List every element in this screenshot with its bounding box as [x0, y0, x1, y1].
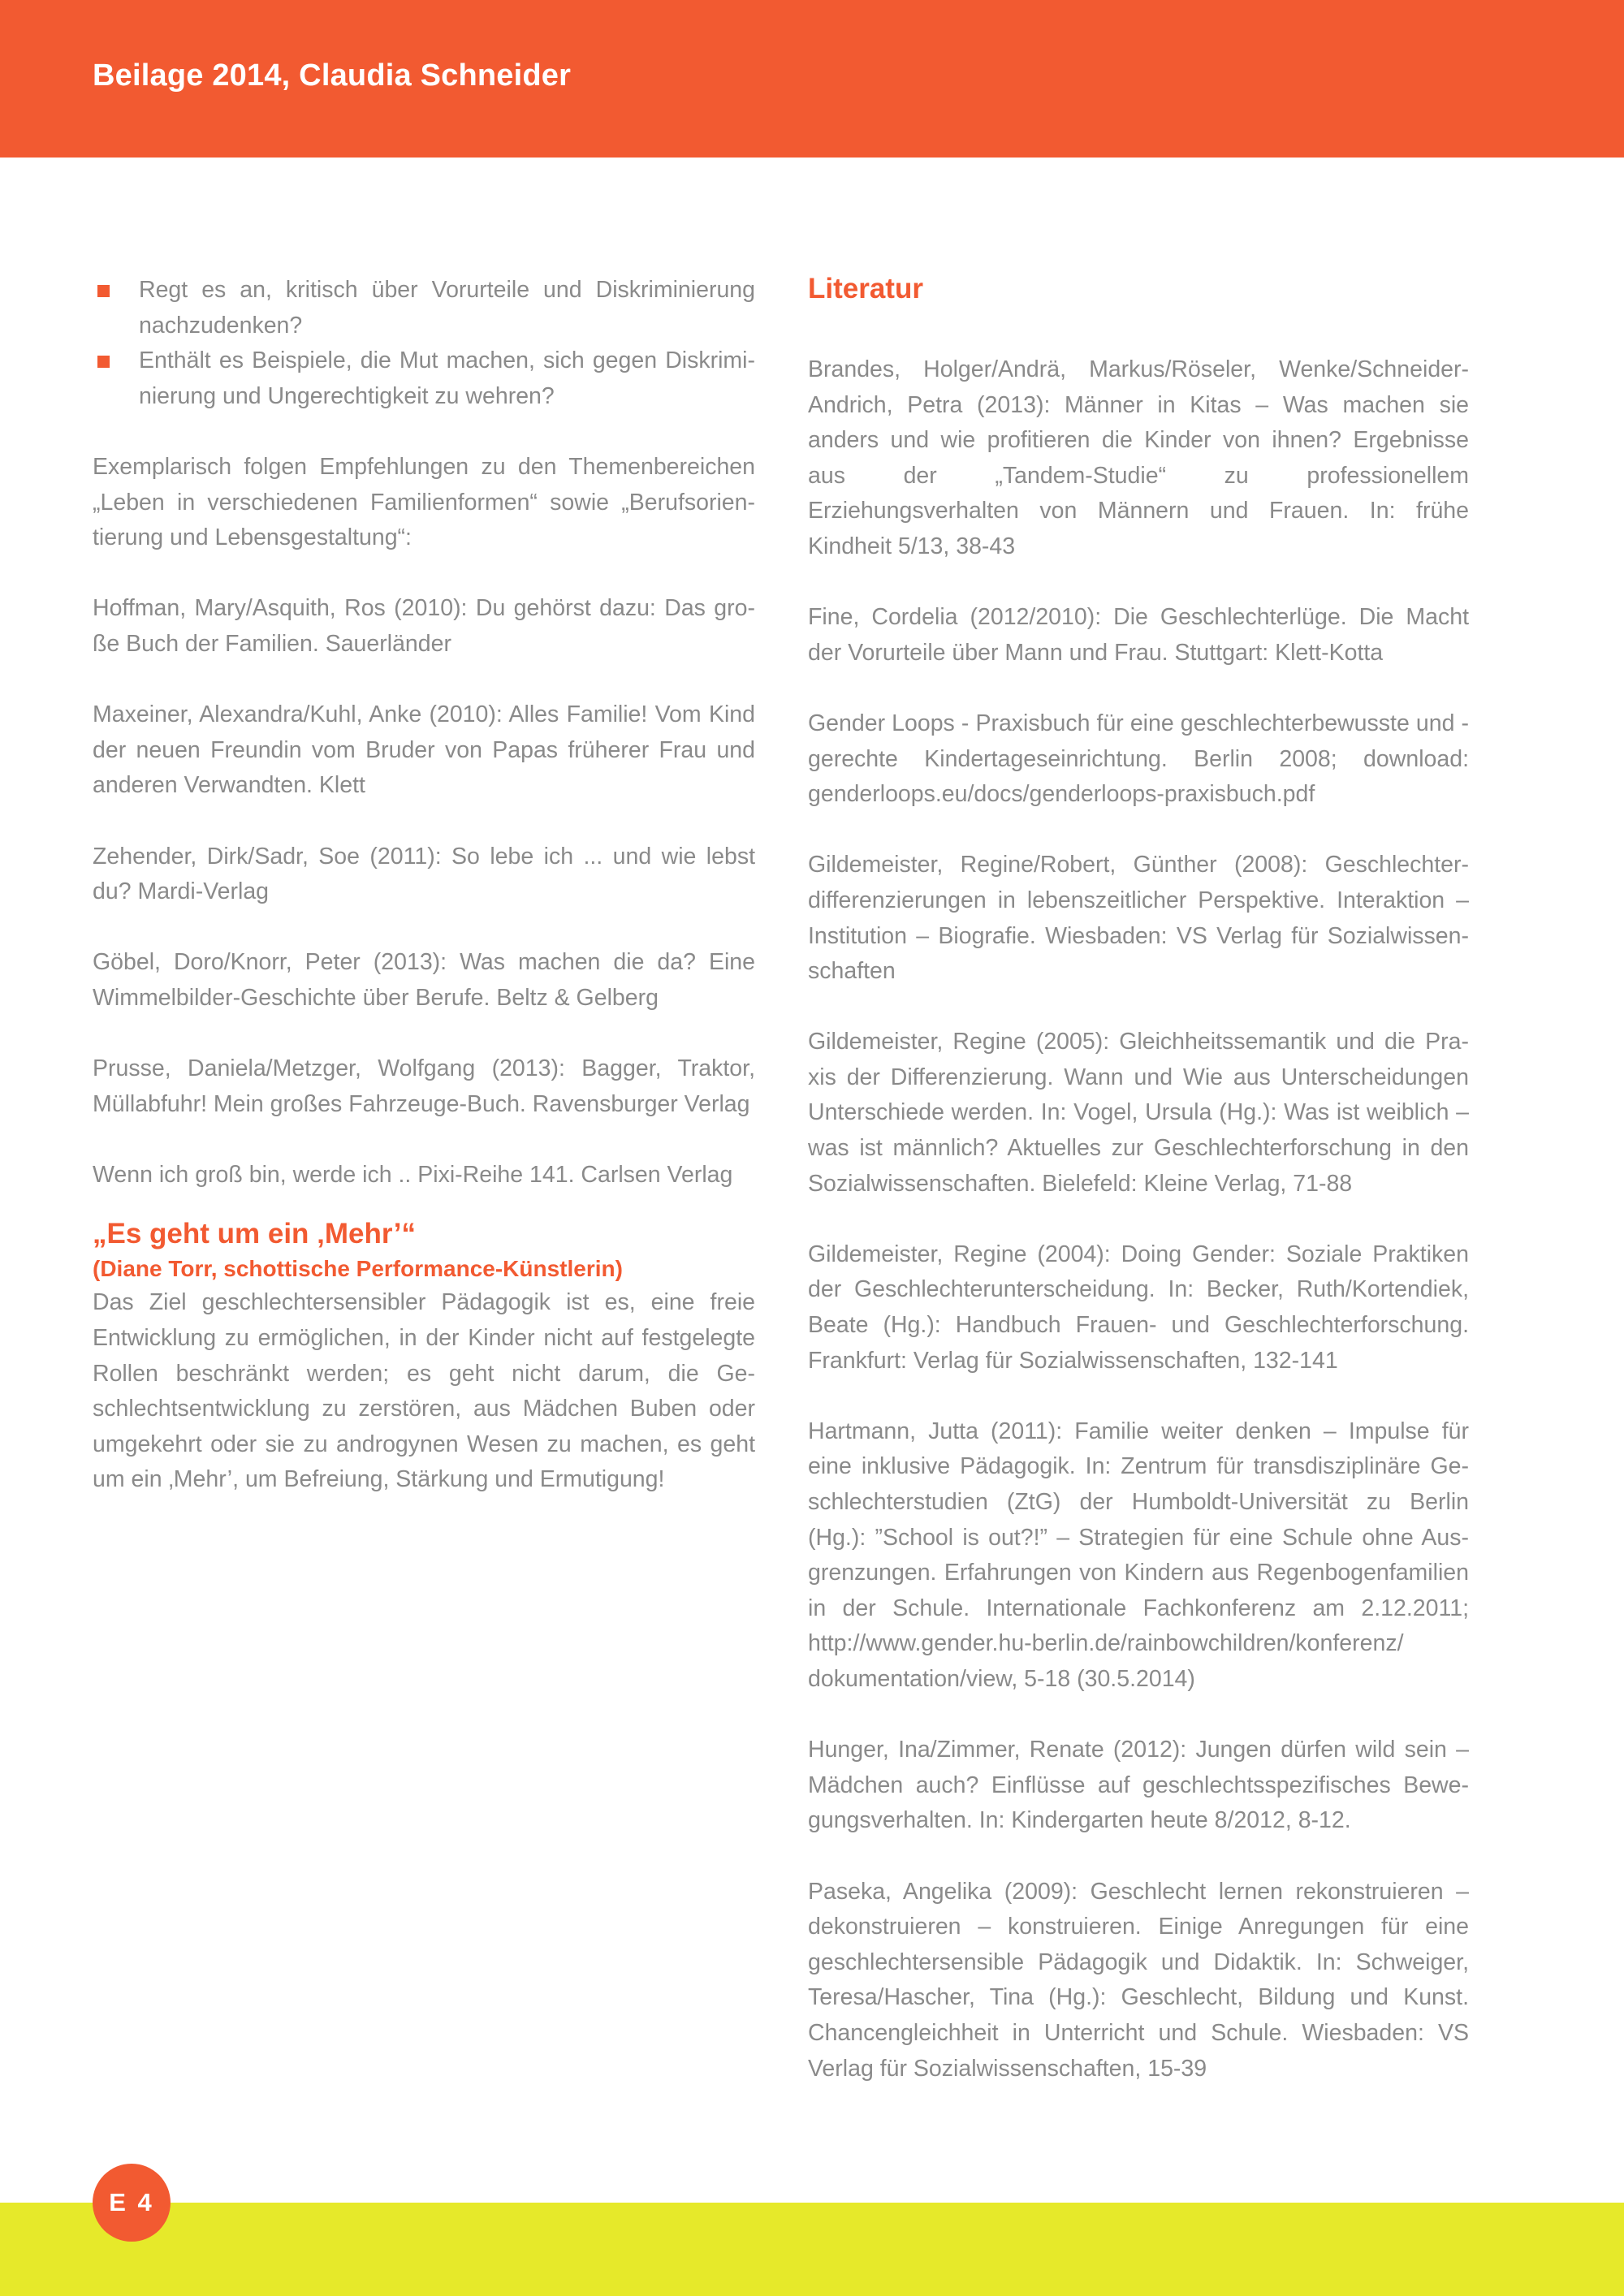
reference-entry: Hartmann, Jutta (2011): Familie weiter denken – Impulse für eine inklusive Pädagogik. In: Zentrum für transdisziplinäre Geschlechterstudien (ZtG) der Humboldt-Universität zu Berlin (Hg.): ”School is out?!” – Strategien für eine Schule ohne Ausgrenzungen. Erfahrungen von Kindern aus Regenbogenfamilien in der Schule. Internationale Fachkonferenz am 2.12.2011; http://www.gender.hu-berlin.de/rainbowchildren/konferenz/ dokumentation/view, 5-18 (30.5.2014) — [808, 1418, 1469, 1692]
square-bullet-icon — [97, 285, 110, 297]
reference-entry: Paseka, Angelika (2009): Geschlecht lernen rekonstruieren – dekonstruieren – konstruieren. Einige Anregungen für eine geschlechtersensible Pädagogik und Didaktik. In: Schweiger, Teresa/Hascher, Tina (Hg.): Geschlecht, Bildung und Kunst. Chancengleichheit in Unterricht und Schule. Wiesbaden: VS Verlag für Sozialwissenschaften, 15-39 — [808, 1878, 1469, 2082]
reference-entry: Gildemeister, Regine (2004): Doing Gender: Soziale Praktiken der Geschlechterunterscheidung. In: Becker, Ruth/Kortendiek, Beate (Hg.): Handbuch Frauen- und Geschlechterforschung. Frankfurt: Verlag für Sozialwissenschaften, 132-141 — [808, 1241, 1469, 1374]
bullet-text: Enthält es Beispiele, die Mut machen, sich gegen Diskriminierung und Ungerechtigkeit zu wehren? — [139, 347, 755, 409]
intro-paragraph: Exemplarisch folgen Empfehlungen zu den Themenbereichen „Leben in verschiedenen Familienformen“ sowie „Berufsorientierung und Lebensgestaltung“: — [93, 453, 755, 551]
book-entry: Maxeiner, Alexandra/Kuhl, Anke (2010): Alles Familie! Vom Kind der neuen Freundin vom Bruder von Papas früherer Frau und anderen Verwandten. Klett — [93, 701, 755, 799]
book-entry: Prusse, Daniela/Metzger, Wolfgang (2013): Bagger, Traktor, Müllabfuhr! Mein großes Fahrzeuge-Buch. Ravensburger Verlag — [93, 1055, 755, 1117]
reference-entry: Gildemeister, Regine/Robert, Günther (2008): Geschlechterdifferenzierungen in lebenszeitlicher Perspektive. Interaktion – Institution – Biografie. Wiesbaden: VS Verlag für Sozialwissenschaften — [808, 852, 1469, 985]
right-column — [808, 273, 1469, 2087]
square-bullet-icon — [97, 356, 110, 368]
book-entry: Hoffman, Mary/Asquith, Ros (2010): Du gehörst dazu: Das große Buch der Familien. Sauerländer — [93, 595, 755, 657]
book-entry: Wenn ich groß bin, werde ich .. Pixi-Reihe 141. Carlsen Verlag — [93, 1161, 733, 1188]
page-number-badge: E 4 — [93, 2164, 171, 2242]
header-bar — [0, 0, 1624, 158]
section-heading: „Es geht um ein ‚Mehr’“ — [93, 1218, 417, 1250]
reference-entry: Hunger, Ina/Zimmer, Renate (2012): Jungen dürfen wild sein – Mädchen auch? Einflüsse auf geschlechtsspezifisches Bewegungsverhalten. In: Kindergarten heute 8/2012, 8-12. — [808, 1737, 1469, 1834]
book-entry: Zehender, Dirk/Sadr, Soe (2011): So lebe ich ... und wie lebst du? Mardi-Verlag — [93, 843, 755, 905]
question-list — [93, 273, 755, 414]
footer-bar — [0, 2203, 1624, 2296]
left-column — [93, 273, 755, 1498]
literature-heading: Literatur — [808, 273, 923, 304]
list-item — [93, 273, 755, 343]
section-paragraph: Das Ziel geschlechtersensibler Pädagogik ist es, eine freie Entwicklung zu ermöglichen, in der Kinder nicht auf festgelegte Rollen beschränkt werden; es geht nicht darum, die Geschlechtsentwicklung zu zerstören, aus Mädchen Buben oder umgekehrt oder sie zu androgynen Wesen zu machen, es geht um ein ‚Mehr’, um Befreiung, Stärkung und Ermutigung! — [93, 1289, 755, 1493]
reference-entry: Brandes, Holger/Andrä, Markus/Röseler, Wenke/Schneider-Andrich, Petra (2013): Männer in Kitas – Was machen sie anders und wie profitieren die Kinder von ihnen? Ergebnisse aus der „Tandem-Studie“ zu professionellem Erziehungsverhalten von Männern und Frauen. In: frühe Kindheit 5/13, 38-43 — [808, 356, 1469, 559]
reference-entry: Gildemeister, Regine (2005): Gleichheitssemantik und die Praxis der Differenzierung. Wann und Wie aus Unterscheidungen Unterschiede werden. In: Vogel, Ursula (Hg.): Was ist weiblich – was ist männlich? Aktuelles zur Geschlechterforschung in den Sozialwissenschaften. Bielefeld: Kleine Verlag, 71-88 — [808, 1029, 1469, 1197]
list-item — [93, 343, 755, 414]
book-entry: Göbel, Doro/Knorr, Peter (2013): Was machen die da? Eine Wimmelbilder-Geschichte über Berufe. Beltz & Gelberg — [93, 949, 755, 1011]
bullet-text: Regt es an, kritisch über Vorurteile und Diskriminierung nachzudenken? — [139, 277, 755, 339]
section-subheading: (Diane Torr, schottische Performance-Künstlerin) — [93, 1256, 623, 1282]
reference-entry: Fine, Cordelia (2012/2010): Die Geschlechterlüge. Die Macht der Vorurteile über Mann und Frau. Stuttgart: Klett-Kotta — [808, 604, 1469, 666]
page-title: Beilage 2014, Claudia Schneider — [93, 58, 572, 93]
reference-entry: Gender Loops - Praxisbuch für eine geschlechterbewusste und -gerechte Kindertageseinrichtung. Berlin 2008; download: genderloops.eu/docs/genderloops-praxisbuch.pdf — [808, 710, 1469, 808]
